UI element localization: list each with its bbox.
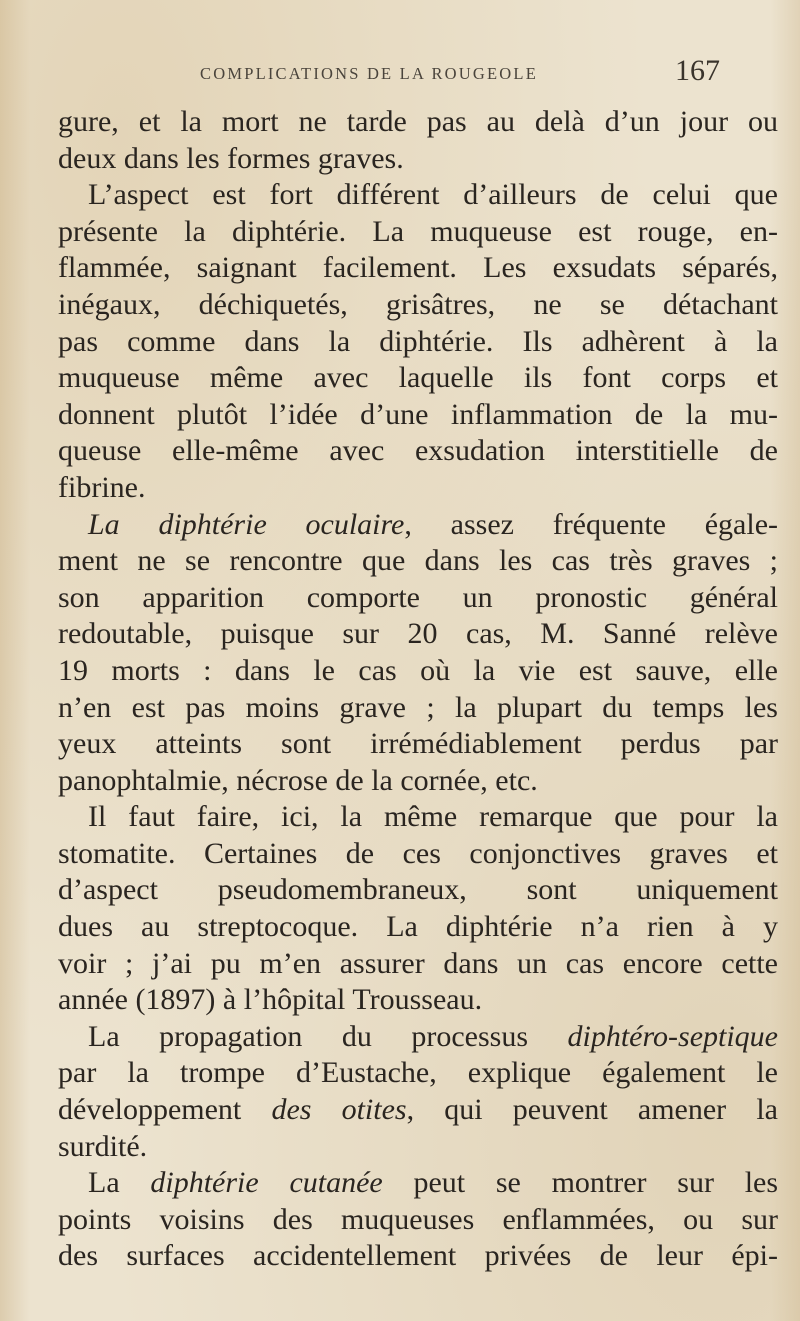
line-text: La propagation du processus <box>88 1019 568 1053</box>
italic-phrase: La diphtérie oculaire <box>88 507 405 541</box>
line-text: d’aspect pseudomembraneux, sont uniquement <box>58 873 778 907</box>
text-line <box>58 507 778 544</box>
text-line <box>58 433 778 470</box>
line-text: son apparition comporte un pronostic général <box>58 580 778 614</box>
line-text: La <box>88 1166 151 1200</box>
line-text: n’en est pas moins grave ; la plupart du temps les <box>58 690 778 724</box>
line-text: peut se montrer sur les <box>382 1166 778 1200</box>
line-text: L’aspect est fort différent d’ailleurs de celui que <box>88 178 778 212</box>
text-line <box>58 360 778 397</box>
running-head <box>200 54 720 88</box>
line-text: panophtalmie, nécrose de la cornée, etc. <box>58 763 538 797</box>
text-line <box>58 1055 778 1092</box>
line-text: muqueuse même avec laquelle ils font corps et <box>58 361 778 395</box>
text-line <box>58 836 778 873</box>
text-line <box>58 580 778 617</box>
text-line <box>58 872 778 909</box>
line-text: , qui peuvent amener la <box>406 1093 778 1127</box>
italic-phrase: des otites <box>271 1093 407 1127</box>
line-text: redoutable, puisque sur 20 cas, M. Sanné relève <box>58 617 778 651</box>
text-line <box>58 1129 778 1166</box>
text-line <box>58 1165 778 1202</box>
line-text: points voisins des muqueuses enflammées, ou sur <box>58 1202 778 1236</box>
page-number: 167 <box>675 54 720 87</box>
line-text: 19 morts : dans le cas où la vie est sauve, elle <box>58 653 778 687</box>
italic-phrase: diphtérie cutanée <box>150 1166 383 1200</box>
line-text: voir ; j’ai pu m’en assurer dans un cas encore cette <box>58 946 778 980</box>
text-line <box>58 470 778 507</box>
text-line <box>58 141 778 178</box>
line-text: ment ne se rencontre que dans les cas très graves ; <box>58 544 778 578</box>
text-line <box>58 763 778 800</box>
text-line <box>58 726 778 763</box>
text-line <box>58 1202 778 1239</box>
running-title: COMPLICATIONS DE LA ROUGEOLE <box>200 64 538 83</box>
line-text: yeux atteints sont irrémédiablement perdus par <box>58 727 778 761</box>
line-text: Il faut faire, ici, la même remarque que pour la <box>88 800 778 834</box>
line-text: dues au streptocoque. La diphtérie n’a rien à y <box>58 910 778 944</box>
text-line <box>58 397 778 434</box>
line-text: queuse elle-même avec exsudation interstitielle de <box>58 434 778 468</box>
text-line <box>58 1019 778 1056</box>
text-line <box>58 250 778 287</box>
text-line <box>58 616 778 653</box>
line-text: flammée, saignant facilement. Les exsudats séparés, <box>58 251 778 285</box>
text-line <box>58 909 778 946</box>
line-text: par la trompe d’Eustache, explique également le <box>58 1056 778 1090</box>
text-line <box>58 177 778 214</box>
text-line <box>58 1238 778 1275</box>
text-line <box>58 104 778 141</box>
text-line <box>58 982 778 1019</box>
line-text: année (1897) à l’hôpital Trousseau. <box>58 983 483 1017</box>
line-text: pas comme dans la diphtérie. Ils adhèrent à la <box>58 324 778 358</box>
text-line <box>58 324 778 361</box>
body-text <box>58 104 778 1275</box>
line-text: inégaux, déchiquetés, grisâtres, ne se détachant <box>58 287 778 321</box>
text-line <box>58 946 778 983</box>
text-line <box>58 214 778 251</box>
italic-phrase: diphtéro-septique <box>567 1019 778 1053</box>
line-text: des surfaces accidentellement privées de leur épi- <box>58 1239 778 1273</box>
line-text: fibrine. <box>58 470 146 504</box>
text-line <box>58 1092 778 1129</box>
text-line <box>58 543 778 580</box>
line-text: développement <box>58 1093 272 1127</box>
line-text: gure, et la mort ne tarde pas au delà d’un jour ou <box>58 105 778 138</box>
line-text: deux dans les formes graves. <box>58 141 404 175</box>
line-text: donnent plutôt l’idée d’une inflammation de la mu- <box>58 397 778 431</box>
line-text: présente la diphtérie. La muqueuse est rouge, en- <box>58 214 778 248</box>
line-text: , assez fréquente égale- <box>404 507 778 541</box>
text-line <box>58 690 778 727</box>
text-line <box>58 799 778 836</box>
line-text: stomatite. Certaines de ces conjonctives graves et <box>58 836 778 870</box>
text-line <box>58 653 778 690</box>
line-text: surdité. <box>58 1129 148 1163</box>
text-line <box>58 287 778 324</box>
